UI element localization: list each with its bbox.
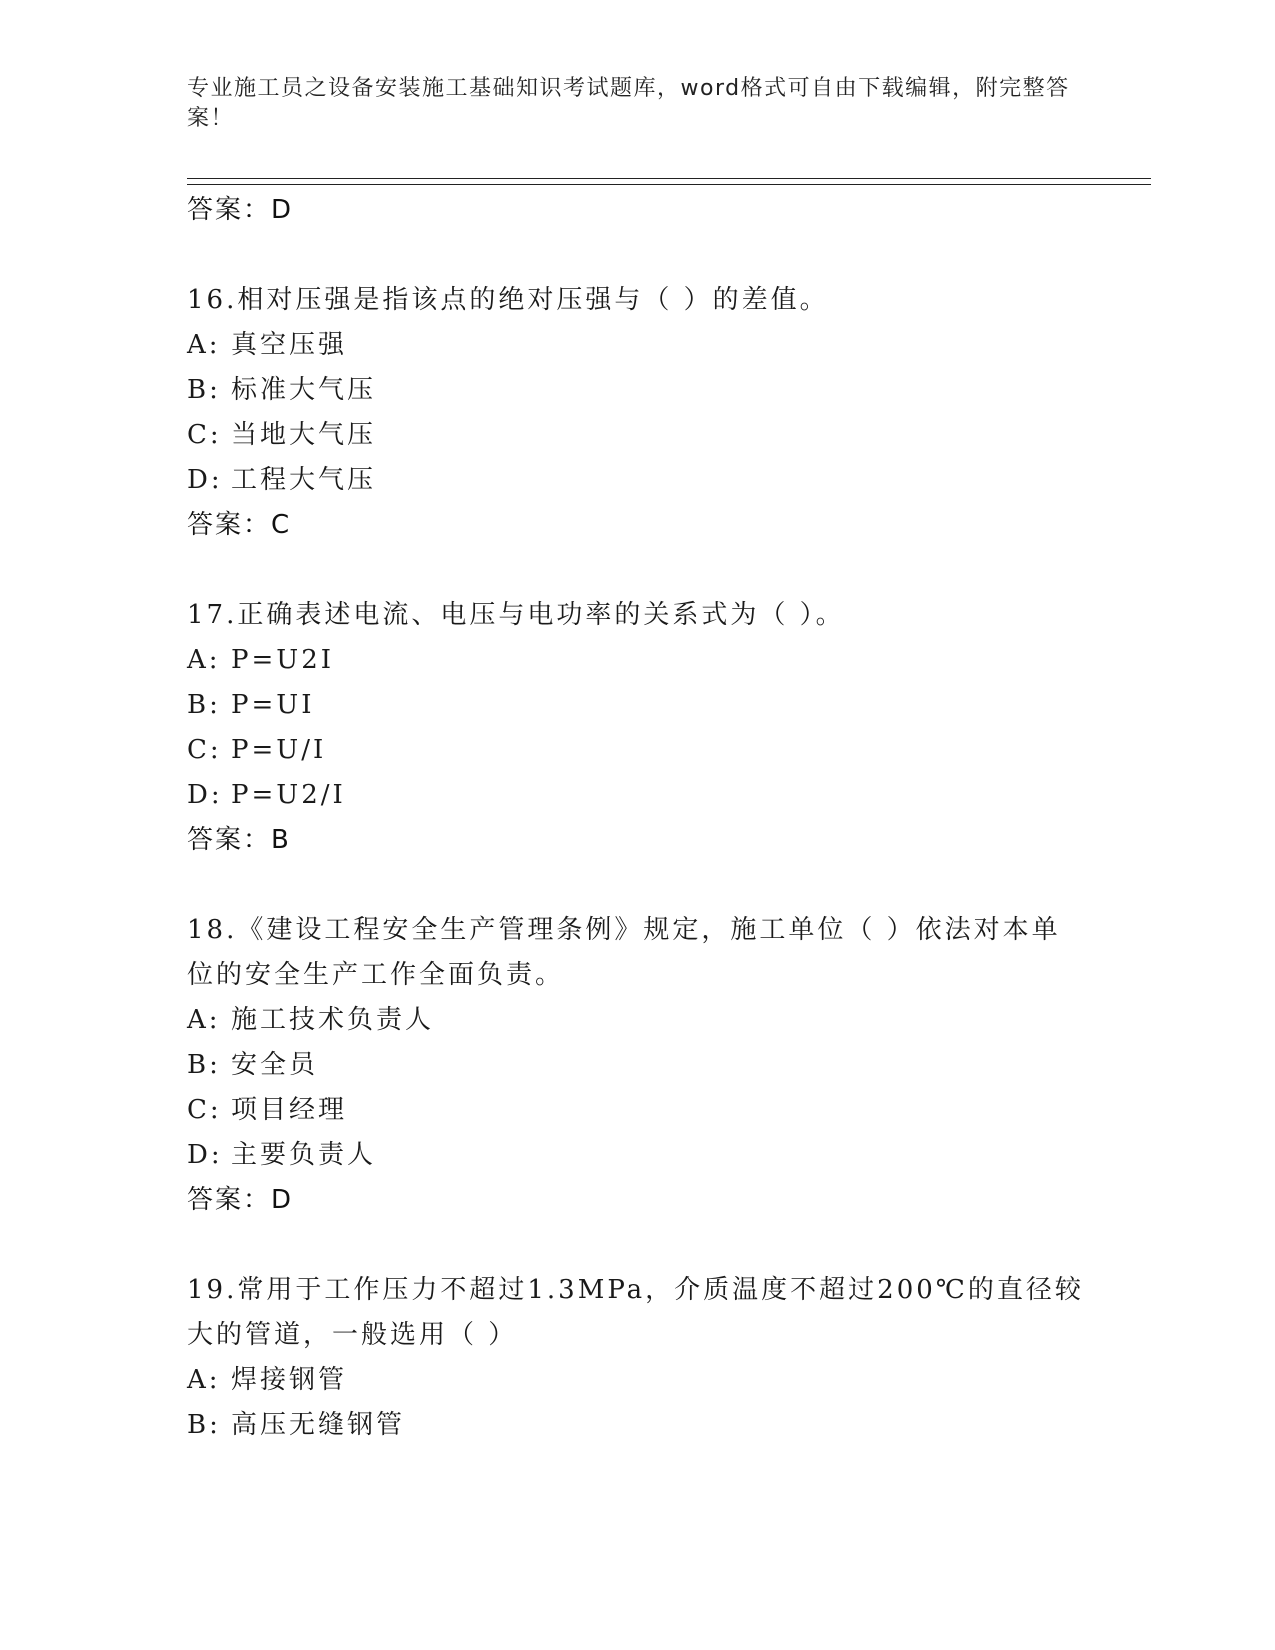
option-label: B: <box>187 375 221 405</box>
option-text: 工程大气压 <box>231 465 377 495</box>
answer: 答案：D <box>187 1185 294 1215</box>
question-17 <box>187 593 1087 863</box>
option-a <box>187 998 1087 1043</box>
option-d <box>187 458 1087 503</box>
question-18 <box>187 908 1087 1223</box>
spacer <box>187 1223 1087 1268</box>
option-text: P=U2/I <box>231 780 346 810</box>
option-label: A: <box>187 330 221 360</box>
question-19 <box>187 1268 1087 1448</box>
option-label: C: <box>187 735 222 765</box>
option-label: D: <box>187 1140 223 1170</box>
spacer <box>187 548 1087 593</box>
question-list <box>187 188 1087 1448</box>
previous-answer: 答案：D <box>187 195 294 225</box>
option-label: A: <box>187 1365 221 1395</box>
document-header: 专业施工员之设备安装施工基础知识考试题库，word格式可自由下载编辑，附完整答案！ <box>187 76 1070 131</box>
option-text: 当地大气压 <box>231 420 377 450</box>
option-a <box>187 1358 1087 1403</box>
answer: 答案：C <box>187 510 292 540</box>
option-label: A: <box>187 645 221 675</box>
option-text: 项目经理 <box>231 1095 348 1125</box>
option-text: P=U/I <box>231 735 327 765</box>
question-text: 19.常用于工作压力不超过1.3MPa，介质温度不超过200℃的直径较大的管道，一般选用（ ） <box>187 1275 1084 1350</box>
option-label: D: <box>187 780 223 810</box>
option-c <box>187 728 1087 773</box>
option-d <box>187 773 1087 818</box>
option-label: B: <box>187 1050 221 1080</box>
option-text: 标准大气压 <box>231 375 377 405</box>
option-text: P=UI <box>231 690 315 720</box>
option-b <box>187 368 1087 413</box>
question-16 <box>187 278 1087 548</box>
option-label: C: <box>187 1095 222 1125</box>
option-c <box>187 413 1087 458</box>
option-c <box>187 1088 1087 1133</box>
option-b <box>187 683 1087 728</box>
option-text: 施工技术负责人 <box>231 1005 435 1035</box>
option-b <box>187 1403 1087 1448</box>
spacer <box>187 233 1087 278</box>
header-divider <box>187 178 1151 185</box>
question-text: 18.《建设工程安全生产管理条例》规定，施工单位（ ）依法对本单位的安全生产工作全面负责。 <box>187 915 1061 990</box>
option-label: C: <box>187 420 222 450</box>
option-label: B: <box>187 1410 221 1440</box>
option-label: D: <box>187 465 223 495</box>
answer: 答案：B <box>187 825 291 855</box>
option-text: 安全员 <box>231 1050 319 1080</box>
question-text: 16.相对压强是指该点的绝对压强与（ ）的差值。 <box>187 285 829 315</box>
option-a <box>187 638 1087 683</box>
option-d <box>187 1133 1087 1178</box>
option-a <box>187 323 1087 368</box>
option-label: B: <box>187 690 221 720</box>
option-text: 真空压强 <box>231 330 348 360</box>
option-b <box>187 1043 1087 1088</box>
spacer <box>187 863 1087 908</box>
option-text: 焊接钢管 <box>231 1365 348 1395</box>
option-text: 主要负责人 <box>231 1140 377 1170</box>
option-label: A: <box>187 1005 221 1035</box>
option-text: P=U2I <box>231 645 335 675</box>
question-text: 17.正确表述电流、电压与电功率的关系式为（ ）。 <box>187 600 845 630</box>
option-text: 高压无缝钢管 <box>231 1410 406 1440</box>
